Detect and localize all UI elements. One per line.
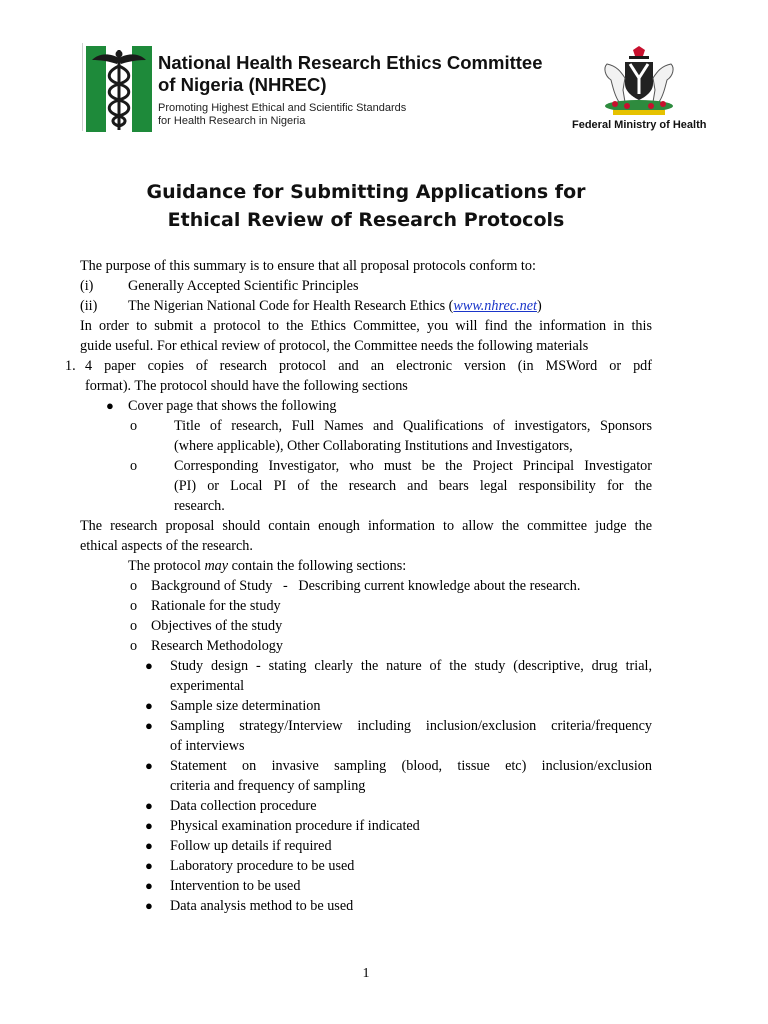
sub-marker: o <box>130 418 138 434</box>
org-title <box>158 52 578 96</box>
bullet-icon: ● <box>145 878 153 893</box>
item-i-label: (i) <box>80 278 94 294</box>
protocol-intro <box>128 556 406 576</box>
nigeria-coat-of-arms-icon <box>593 46 685 116</box>
sub1-line1: Title of research, Full Names and Qualifications of investigators, Sponsors <box>174 418 652 434</box>
tagline-line2: for Health Research in Nigeria <box>158 115 306 127</box>
materials-line2: format). The protocol should have the following sections <box>85 378 408 394</box>
sub2-line2: (PI) or Local PI of the research and bears legal responsibility for the <box>174 478 652 494</box>
sub2-line1: Corresponding Investigator, who must be the Project Principal Investigator <box>174 458 652 474</box>
org-title-line2: of Nigeria (NHREC) <box>158 74 327 95</box>
data-analysis: Data analysis method to be used <box>170 898 354 914</box>
materials-line1: 4 paper copies of research protocol and an electronic version (in MSWord or pdf <box>85 358 652 374</box>
tagline-line1: Promoting Highest Ethical and Scientific Standards <box>158 102 407 114</box>
section-rationale: Rationale for the study <box>151 598 281 614</box>
org-title-line1: National Health Research Ethics Committee <box>158 52 543 73</box>
section-marker: o <box>130 598 138 614</box>
follow-up: Follow up details if required <box>170 838 332 854</box>
nhrec-caduceus-logo <box>86 46 152 132</box>
study-design-line2: experimental <box>170 678 245 694</box>
item-ii-close: ) <box>536 298 542 314</box>
physical-exam: Physical examination procedure if indicated <box>170 818 420 834</box>
section-objectives: Objectives of the study <box>151 618 283 634</box>
bullet-icon: ● <box>145 818 153 833</box>
protocol-may: may <box>204 558 229 574</box>
page-number: 1 <box>362 966 370 981</box>
section-background: Background of Study - Describing current knowledge about the research. <box>151 578 581 594</box>
protocol-pre: The protocol <box>128 558 205 574</box>
ministry-label: Federal Ministry of Health <box>572 119 707 131</box>
invasive-line2: criteria and frequency of sampling <box>170 778 366 794</box>
section-marker: o <box>130 618 138 634</box>
protocol-post: contain the following sections: <box>228 558 407 574</box>
bullet-icon: ● <box>145 838 153 853</box>
laboratory: Laboratory procedure to be used <box>170 858 355 874</box>
sub1-line2: (where applicable), Other Collaborating Institutions and Investigators, <box>174 438 573 454</box>
data-collection: Data collection procedure <box>170 798 317 814</box>
proposal-line2: ethical aspects of the research. <box>80 538 253 554</box>
sample-size: Sample size determination <box>170 698 321 714</box>
section-marker: o <box>130 578 138 594</box>
section-methodology: Research Methodology <box>151 638 283 654</box>
study-design-line1: Study design - stating clearly the nature of the study (descriptive, drug trial, <box>170 658 652 674</box>
sampling-line2: of interviews <box>170 738 245 754</box>
sub-marker: o <box>130 458 138 474</box>
section-marker: o <box>130 638 138 654</box>
bullet-icon: ● <box>145 758 153 773</box>
sampling-line1: Sampling strategy/Interview including inclusion/exclusion criteria/frequency <box>170 718 652 734</box>
item-ii-label: (ii) <box>80 298 98 314</box>
materials-number: 1. <box>65 358 76 374</box>
submit-line2: guide useful. For ethical review of protocol, the Committee needs the following materials <box>80 338 589 354</box>
cover-page-text: Cover page that shows the following <box>128 398 337 414</box>
org-tagline <box>158 102 458 128</box>
title-line1: Guidance for Submitting Applications for <box>146 181 586 203</box>
sub2-line3: research. <box>174 498 225 514</box>
nhrec-website-link[interactable]: www.nhrec.net <box>453 298 537 314</box>
bullet-icon: ● <box>145 858 153 873</box>
item-ii-text: The Nigerian National Code for Health Research Ethics ( <box>128 298 454 314</box>
title-line2: Ethical Review of Research Protocols <box>167 209 565 231</box>
purpose-text: The purpose of this summary is to ensure that all proposal protocols conform to: <box>80 258 536 274</box>
invasive-line1: Statement on invasive sampling (blood, tissue etc) inclusion/exclusion <box>170 758 652 774</box>
bullet-icon: ● <box>145 698 153 713</box>
bullet-icon: ● <box>145 658 153 673</box>
bullet-icon: ● <box>145 898 153 913</box>
bullet-icon: ● <box>106 398 114 413</box>
intervention: Intervention to be used <box>170 878 301 894</box>
document-title <box>0 178 732 234</box>
bullet-icon: ● <box>145 718 153 733</box>
item-ii-line <box>128 296 542 316</box>
proposal-line1: The research proposal should contain enough information to allow the committee judge the <box>80 518 652 534</box>
bullet-icon: ● <box>145 798 153 813</box>
submit-line1: In order to submit a protocol to the Ethics Committee, you will find the information in this <box>80 318 652 334</box>
item-i-text: Generally Accepted Scientific Principles <box>128 278 359 294</box>
